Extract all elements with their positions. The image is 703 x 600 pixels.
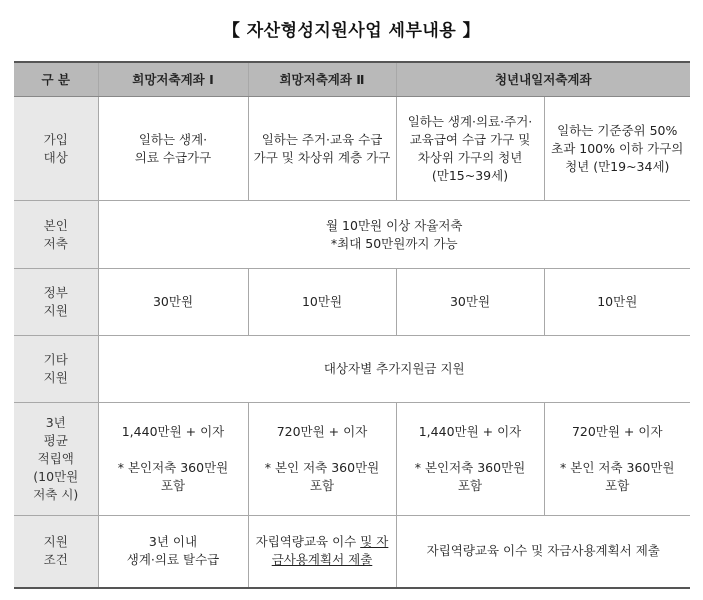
row-self-saving [14, 201, 690, 269]
row-label-self-saving: 본인 저축 [14, 201, 98, 269]
cell-avg-savings-3: 1,440만원 + 이자 * 본인저축 360만원 포함 [396, 403, 544, 516]
cell-eligibility-3: 일하는 생계·의료·주거· 교육급여 수급 가구 및 차상위 가구의 청년 (만15~39세) [396, 97, 544, 201]
row-label-eligibility: 가입 대상 [14, 97, 98, 201]
header-youth-savings: 청년내일저축계좌 [396, 62, 690, 97]
row-label-other-support: 기타 지원 [14, 336, 98, 403]
cell-eligibility-1: 일하는 생계· 의료 수급가구 [98, 97, 248, 201]
header-hope-savings-2: 희망저축계좌 Ⅱ [248, 62, 396, 97]
cell-gov-support-4: 10만원 [544, 269, 690, 336]
cell-avg-savings-1: 1,440만원 + 이자 * 본인저축 360만원 포함 [98, 403, 248, 516]
cell-avg-savings-4: 720만원 + 이자 * 본인 저축 360만원 포함 [544, 403, 690, 516]
row-avg-savings [14, 403, 690, 516]
row-eligibility [14, 97, 690, 201]
cell-gov-support-2: 10만원 [248, 269, 396, 336]
row-conditions [14, 516, 690, 588]
cell-conditions-youth: 자립역량교육 이수 및 자금사용계획서 제출 [396, 516, 690, 588]
header-category: 구 분 [14, 62, 98, 97]
cell-gov-support-3: 30만원 [396, 269, 544, 336]
cell-conditions-1: 3년 이내 생계·의료 탈수급 [98, 516, 248, 588]
cell-conditions-2: 자립역량교육 이수 및 자 금사용계획서 제출 [248, 516, 396, 588]
cell-eligibility-2: 일하는 주거·교육 수급 가구 및 차상위 계층 가구 [248, 97, 396, 201]
row-gov-support [14, 269, 690, 336]
cell-gov-support-1: 30만원 [98, 269, 248, 336]
cell-other-support: 대상자별 추가지원금 지원 [98, 336, 690, 403]
asset-formation-table [14, 61, 690, 589]
cell-eligibility-4: 일하는 기준중위 50% 초과 100% 이하 가구의 청년 (만19~34세) [544, 97, 690, 201]
row-label-avg-savings: 3년 평균 적립액 (10만원 저축 시) [14, 403, 98, 516]
page-title: 【 자산형성지원사업 세부내용 】 [222, 21, 481, 41]
row-other-support [14, 336, 690, 403]
row-label-conditions: 지원 조건 [14, 516, 98, 588]
cell-avg-savings-2: 720만원 + 이자 * 본인 저축 360만원 포함 [248, 403, 396, 516]
cell-self-saving: 월 10만원 이상 자율저축 *최대 50만원까지 가능 [98, 201, 690, 269]
header-hope-savings-1: 희망저축계좌 Ⅰ [98, 62, 248, 97]
table-header-row [14, 62, 690, 97]
row-label-gov-support: 정부 지원 [14, 269, 98, 336]
